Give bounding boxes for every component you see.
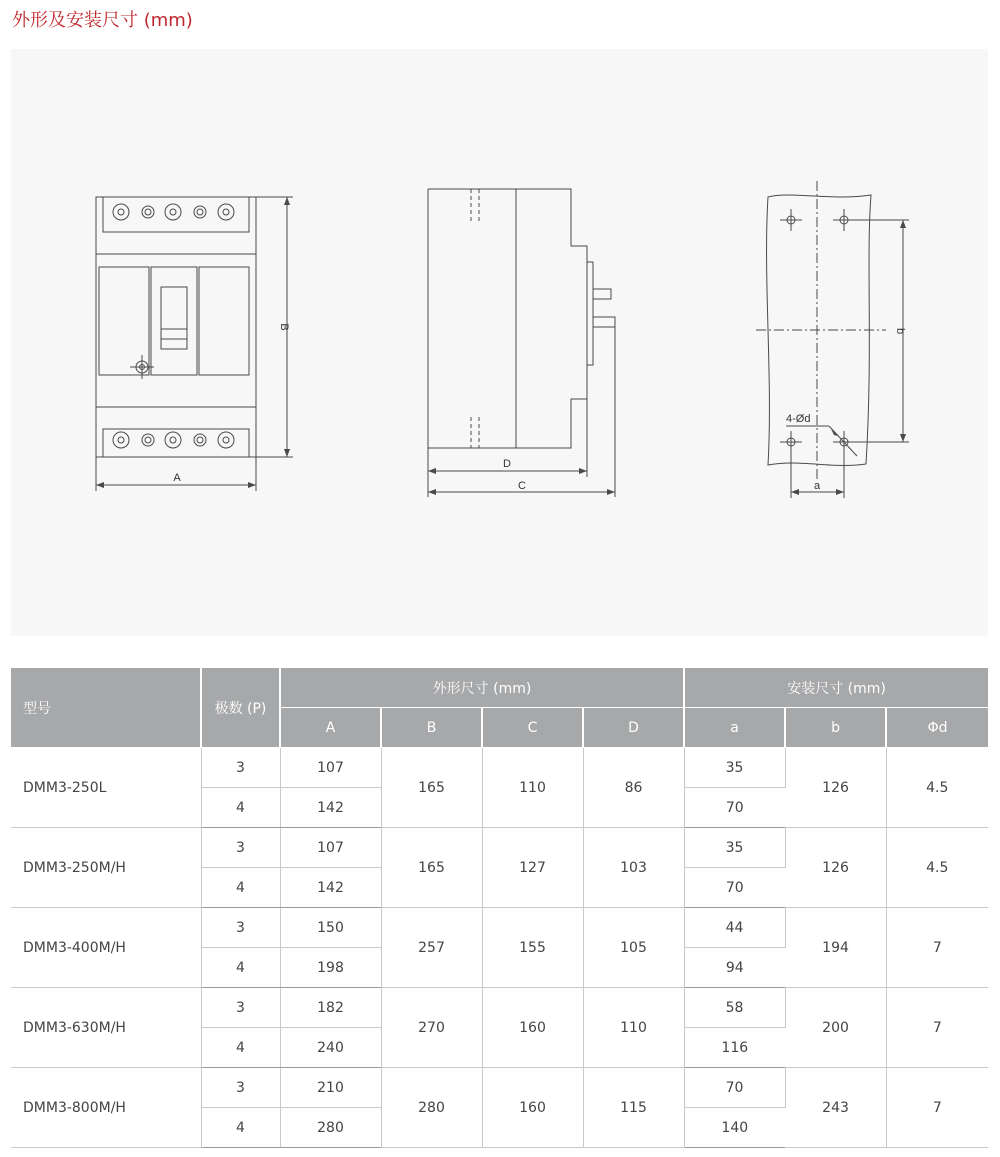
mount-a-cell: 35 xyxy=(684,748,785,788)
model-cell: DMM3-630M/H xyxy=(11,988,201,1068)
header-col-C: C xyxy=(482,708,583,748)
hole-d-cell: 4.5 xyxy=(886,828,988,908)
poles-cell: 4 xyxy=(201,868,280,908)
model-cell: DMM3-250L xyxy=(11,748,201,828)
mount-a-cell: 58 xyxy=(684,988,785,1028)
mount-a-cell: 94 xyxy=(684,948,785,988)
label-hole: 4-Ød xyxy=(786,413,811,425)
dim-c-cell: 160 xyxy=(482,1068,583,1148)
dim-b-cell: 270 xyxy=(381,988,482,1068)
header-poles: 极数 (P) xyxy=(201,668,280,748)
table-row xyxy=(11,988,988,1028)
header-col-D: D xyxy=(583,708,684,748)
dim-a-cell: 150 xyxy=(280,908,381,948)
label-d-side: D xyxy=(503,458,511,470)
dim-a-cell: 107 xyxy=(280,748,381,788)
dim-c-cell: 160 xyxy=(482,988,583,1068)
dim-c-cell: 127 xyxy=(482,828,583,908)
poles-cell: 4 xyxy=(201,1028,280,1068)
header-col-d: Φd xyxy=(886,708,988,748)
mount-a-cell: 44 xyxy=(684,908,785,948)
header-outline: 外形尺寸 (mm) xyxy=(280,668,684,708)
front-view xyxy=(96,197,293,491)
mount-a-cell: 140 xyxy=(684,1108,785,1148)
header-col-A: A xyxy=(280,708,381,748)
dim-a-cell: 210 xyxy=(280,1068,381,1108)
mount-a-cell: 70 xyxy=(684,788,785,828)
table-row xyxy=(11,908,988,948)
hole-d-cell: 4.5 xyxy=(886,748,988,828)
label-c-side: C xyxy=(518,480,526,492)
mount-a-cell: 116 xyxy=(684,1028,785,1068)
poles-cell: 3 xyxy=(201,828,280,868)
dim-c-cell: 110 xyxy=(482,748,583,828)
model-cell: DMM3-800M/H xyxy=(11,1068,201,1148)
dim-d-cell: 110 xyxy=(583,988,684,1068)
dim-a-cell: 280 xyxy=(280,1108,381,1148)
mount-b-cell: 126 xyxy=(785,748,886,828)
dim-d-cell: 105 xyxy=(583,908,684,988)
poles-cell: 3 xyxy=(201,1068,280,1108)
hole-d-cell: 7 xyxy=(886,988,988,1068)
dim-a-cell: 107 xyxy=(280,828,381,868)
model-cell: DMM3-400M/H xyxy=(11,908,201,988)
dim-a-cell: 142 xyxy=(280,868,381,908)
poles-cell: 3 xyxy=(201,908,280,948)
mount-a-cell: 35 xyxy=(684,828,785,868)
dim-d-cell: 115 xyxy=(583,1068,684,1148)
dim-b-cell: 165 xyxy=(381,828,482,908)
label-a-front: A xyxy=(173,472,181,484)
poles-cell: 4 xyxy=(201,788,280,828)
header-mounting: 安装尺寸 (mm) xyxy=(684,668,988,708)
mount-b-cell: 243 xyxy=(785,1068,886,1148)
page-title: 外形及安装尺寸 (mm) xyxy=(12,10,193,31)
header-col-a: a xyxy=(684,708,785,748)
dim-d-cell: 103 xyxy=(583,828,684,908)
poles-cell: 4 xyxy=(201,1108,280,1148)
dimension-drawing-svg xyxy=(11,49,988,636)
dim-b-cell: 165 xyxy=(381,748,482,828)
dimension-table xyxy=(11,668,988,1148)
side-view xyxy=(428,189,615,497)
label-b-mount: b xyxy=(894,327,906,335)
poles-cell: 4 xyxy=(201,948,280,988)
mount-a-cell: 70 xyxy=(684,868,785,908)
hole-d-cell: 7 xyxy=(886,908,988,988)
dim-a-cell: 240 xyxy=(280,1028,381,1068)
header-col-B: B xyxy=(381,708,482,748)
dim-a-cell: 198 xyxy=(280,948,381,988)
dim-b-cell: 280 xyxy=(381,1068,482,1148)
dim-c-cell: 155 xyxy=(482,908,583,988)
dim-b-cell: 257 xyxy=(381,908,482,988)
mount-b-cell: 126 xyxy=(785,828,886,908)
table-row xyxy=(11,828,988,868)
dim-a-cell: 142 xyxy=(280,788,381,828)
dim-a-cell: 182 xyxy=(280,988,381,1028)
mount-b-cell: 194 xyxy=(785,908,886,988)
poles-cell: 3 xyxy=(201,748,280,788)
model-cell: DMM3-250M/H xyxy=(11,828,201,908)
header-col-b: b xyxy=(785,708,886,748)
label-a-mount: a xyxy=(813,480,821,492)
mount-a-cell: 70 xyxy=(684,1068,785,1108)
dim-d-cell: 86 xyxy=(583,748,684,828)
mount-b-cell: 200 xyxy=(785,988,886,1068)
header-model: 型号 xyxy=(11,668,201,748)
table-row xyxy=(11,748,988,788)
dimension-drawing xyxy=(11,49,988,636)
poles-cell: 3 xyxy=(201,988,280,1028)
hole-d-cell: 7 xyxy=(886,1068,988,1148)
mounting-view xyxy=(756,181,909,498)
table-row xyxy=(11,1068,988,1108)
label-b-front: B xyxy=(278,323,290,331)
